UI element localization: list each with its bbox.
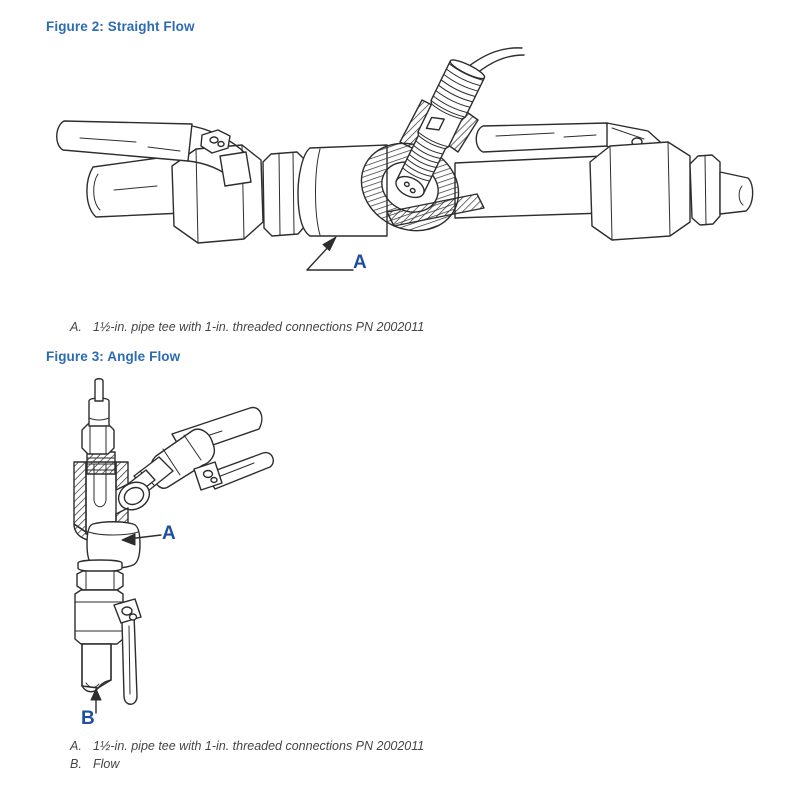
- figure3-callout-b: B: [81, 708, 95, 729]
- lower-valve-assembly: [75, 560, 141, 704]
- figure3-captions: [70, 737, 424, 773]
- figure3-diagram: [60, 374, 320, 734]
- caption-text: Flow: [93, 757, 120, 771]
- caption-letter: A.: [70, 320, 82, 334]
- figure2-caption-a: [70, 318, 424, 336]
- caption-letter: A.: [70, 739, 82, 753]
- figure3-line-art: [60, 374, 320, 734]
- caption-text: 1½-in. pipe tee with 1-in. threaded connections PN 2002011: [93, 739, 425, 753]
- sensor-stack: [82, 379, 115, 474]
- figure2-line-art: [52, 42, 762, 292]
- figure2-captions: [70, 318, 424, 336]
- figure3-callout-a: A: [162, 523, 176, 544]
- figure2-callout-a: A: [353, 252, 367, 273]
- left-pipe: [87, 155, 183, 217]
- figure3-title: Figure 3: Angle Flow: [46, 349, 181, 364]
- figure3-caption-a: [70, 737, 424, 755]
- branch-pipe-valve: [128, 408, 273, 494]
- caption-letter: B.: [70, 757, 82, 771]
- figure3-caption-b: [70, 755, 424, 773]
- caption-text: 1½-in. pipe tee with 1-in. threaded connections PN 2002011: [93, 320, 425, 334]
- callout-a-arrow: [307, 237, 353, 270]
- figure2-title: Figure 2: Straight Flow: [46, 19, 195, 34]
- figure2-diagram: [52, 42, 762, 292]
